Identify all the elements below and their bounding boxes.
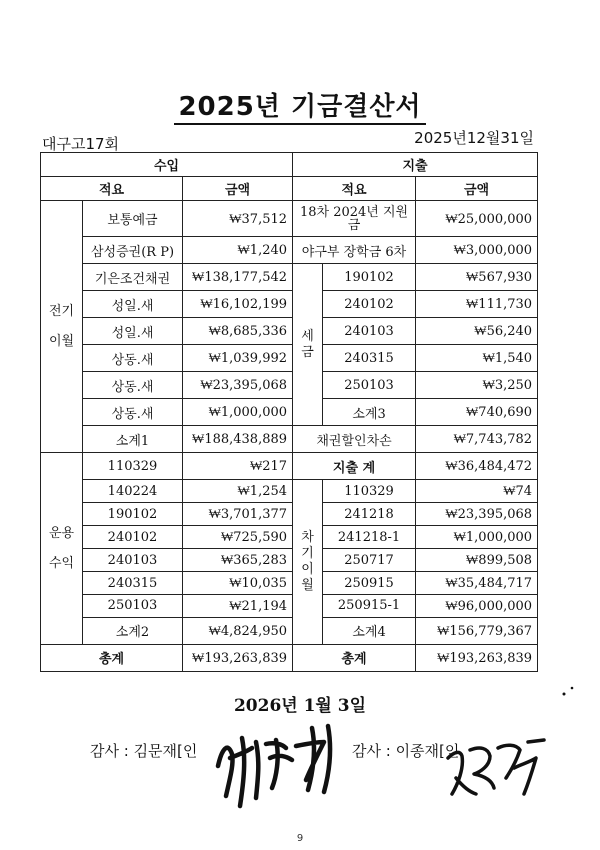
income-desc: 성일.새: [83, 318, 183, 345]
document-title: [0, 86, 600, 123]
expense-subtotal-amount: ₩156,779,367: [416, 617, 538, 644]
expense-amount: ₩1,540: [416, 345, 538, 372]
table-row: [41, 617, 538, 644]
table-row: [41, 264, 538, 291]
income-desc: 상동.새: [83, 345, 183, 372]
expense-amount: ₩3,250: [416, 372, 538, 399]
expense-desc: 240102: [323, 291, 416, 318]
income-desc: 상동.새: [83, 399, 183, 426]
expense-desc: 250717: [323, 549, 416, 572]
income-amount: ₩1,000,000: [183, 399, 293, 426]
income-desc: 250103: [83, 594, 183, 617]
expense-total-amount: ₩36,484,472: [416, 453, 538, 480]
expense-header: 지출: [293, 153, 538, 177]
auditor-2-signature-icon: [440, 728, 550, 808]
next-carryover-group-label: 차기 이월: [293, 480, 323, 645]
income-subtotal-amount: ₩4,824,950: [183, 617, 293, 644]
income-amount: ₩725,590: [183, 526, 293, 549]
income-amount: ₩23,395,068: [183, 372, 293, 399]
income-subtotal-amount: ₩188,438,889: [183, 426, 293, 453]
expense-desc: 190102: [323, 264, 416, 291]
table-row: [41, 572, 538, 595]
expense-amount: ₩74: [416, 480, 538, 503]
income-desc: 성일.새: [83, 291, 183, 318]
table-subheader-row: [41, 177, 538, 201]
income-desc: 기은조건채권: [83, 264, 183, 291]
expense-desc-header: 적요: [293, 177, 416, 201]
expense-desc: 250915: [323, 572, 416, 595]
income-desc: 상동.새: [83, 372, 183, 399]
income-amount: ₩217: [183, 453, 293, 480]
table-row: [41, 345, 538, 372]
expense-grand-total-amount: ₩193,263,839: [416, 644, 538, 671]
auditor-1-signature-icon: [212, 718, 352, 810]
income-amount: ₩21,194: [183, 594, 293, 617]
table-row: [41, 318, 538, 345]
income-amount: ₩3,701,377: [183, 503, 293, 526]
table-row: [41, 549, 538, 572]
income-desc: 240103: [83, 549, 183, 572]
table-row: [41, 503, 538, 526]
income-amount: ₩1,240: [183, 237, 293, 264]
report-date: 2025년12월31일: [414, 129, 534, 147]
table-row: [41, 526, 538, 549]
income-amount: ₩365,283: [183, 549, 293, 572]
income-grand-total-label: 총계: [41, 644, 183, 671]
expense-amount: ₩56,240: [416, 318, 538, 345]
auditor-2: 감사 : 이종재[인: [352, 742, 460, 760]
income-desc: 110329: [83, 453, 183, 480]
income-amount: ₩10,035: [183, 572, 293, 595]
income-desc: 140224: [83, 480, 183, 503]
expense-desc: 240103: [323, 318, 416, 345]
expense-desc: 241218: [323, 503, 416, 526]
page-number: 9: [296, 833, 304, 844]
expense-amount: ₩899,508: [416, 549, 538, 572]
income-amount: ₩1,254: [183, 480, 293, 503]
expense-amount: ₩567,930: [416, 264, 538, 291]
income-amount-header: 금액: [183, 177, 293, 201]
income-subtotal-label: 소계2: [83, 617, 183, 644]
income-amount: ₩1,039,992: [183, 345, 293, 372]
income-desc: 240102: [83, 526, 183, 549]
income-amount: ₩37,512: [183, 201, 293, 237]
income-grand-total-amount: ₩193,263,839: [183, 644, 293, 671]
table-row: [41, 480, 538, 503]
totals-row: [41, 644, 538, 671]
settlement-table: [40, 152, 538, 672]
table-row: [41, 399, 538, 426]
signing-date: 2026년 1월 3일: [233, 696, 367, 716]
income-amount: ₩138,177,542: [183, 264, 293, 291]
expense-amount-header: 금액: [416, 177, 538, 201]
operating-group-label: 운용 수익: [41, 453, 83, 645]
expense-subtotal-label: 소계4: [323, 617, 416, 644]
table-row: [41, 453, 538, 480]
expense-amount: ₩23,395,068: [416, 503, 538, 526]
table-row: [41, 291, 538, 318]
expense-desc: 250915-1: [323, 594, 416, 617]
income-amount: ₩8,685,336: [183, 318, 293, 345]
tax-group-label: 세금: [293, 264, 323, 426]
expense-desc: 110329: [323, 480, 416, 503]
expense-subtotal-amount: ₩740,690: [416, 399, 538, 426]
title-text: 2025년 기금결산서: [174, 92, 425, 125]
table-row: [41, 372, 538, 399]
expense-amount: ₩111,730: [416, 291, 538, 318]
expense-subtotal-label: 소계3: [323, 399, 416, 426]
income-subtotal-label: 소계1: [83, 426, 183, 453]
expense-grand-total-label: 총계: [293, 644, 416, 671]
table-row: [41, 237, 538, 264]
expense-total-label: 지출 계: [293, 453, 416, 480]
income-desc: 190102: [83, 503, 183, 526]
expense-amount: ₩3,000,000: [416, 237, 538, 264]
expense-amount: ₩35,484,717: [416, 572, 538, 595]
expense-desc: 240315: [323, 345, 416, 372]
income-desc: 240315: [83, 572, 183, 595]
expense-amount: ₩1,000,000: [416, 526, 538, 549]
table-header-row: [41, 153, 538, 177]
expense-amount: ₩96,000,000: [416, 594, 538, 617]
expense-desc: 250103: [323, 372, 416, 399]
income-amount: ₩16,102,199: [183, 291, 293, 318]
expense-amount: ₩7,743,782: [416, 426, 538, 453]
income-desc: 보통예금: [83, 201, 183, 237]
expense-desc: 18차 2024년 지원금: [293, 201, 416, 237]
expense-amount: ₩25,000,000: [416, 201, 538, 237]
organization-name: 대구고17회: [42, 135, 120, 153]
auditor-1: 감사 : 김문재[인: [90, 742, 198, 760]
income-header: 수입: [41, 153, 293, 177]
expense-desc: 채권할인차손: [293, 426, 416, 453]
income-desc-header: 적요: [41, 177, 183, 201]
expense-desc: 241218-1: [323, 526, 416, 549]
table-row: [41, 426, 538, 453]
table-row: [41, 594, 538, 617]
expense-desc: 야구부 장학금 6차: [293, 237, 416, 264]
table-row: [41, 201, 538, 237]
carryover-group-label: 전기 이월: [41, 201, 83, 453]
income-desc: 삼성증권(R P): [83, 237, 183, 264]
